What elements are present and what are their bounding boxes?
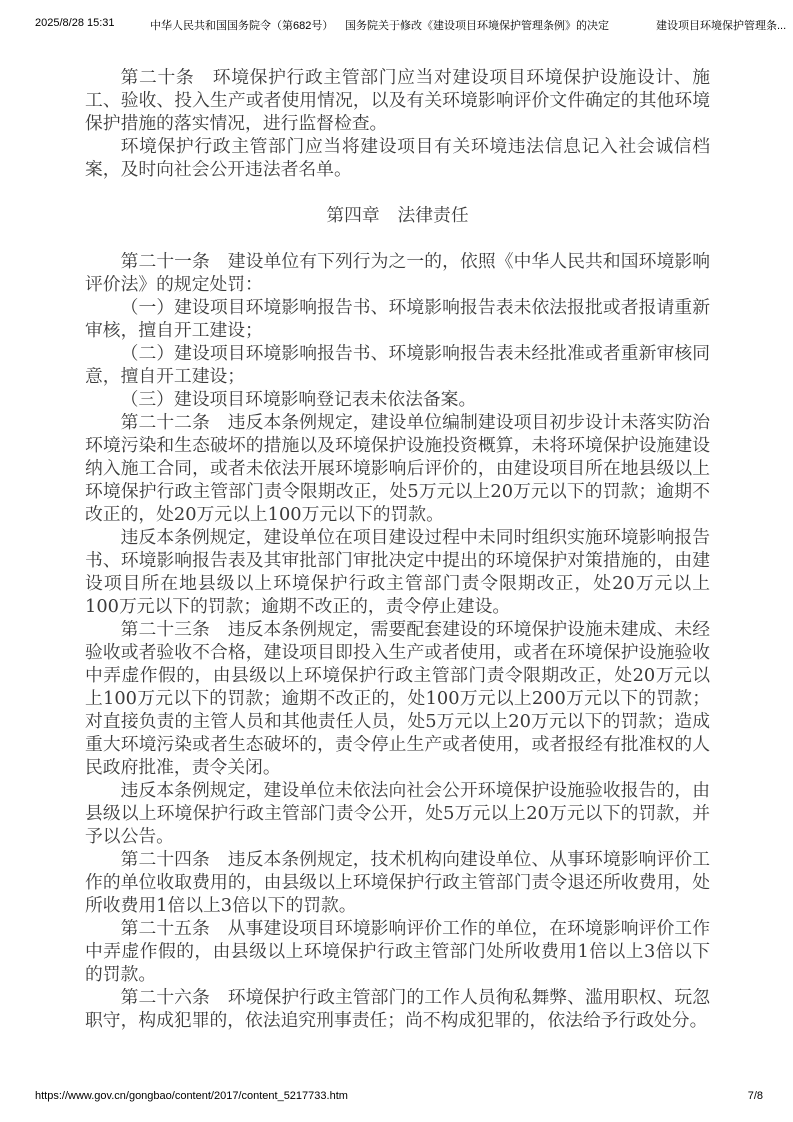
document-paragraph: （二）建设项目环境影响报告书、环境影响报告表未经批准或者重新审核同意，擅自开工建设；: [85, 343, 710, 387]
document-paragraph: 违反本条例规定，建设单位在项目建设过程中未同时组织实施环境影响报告书、环境影响报告表及其审批部门审批决定中提出的环境保护对策措施的，由建设项目所在地县级以上环境保护行政主管部门责令限期改正，处20万元以上100万元以下的罚款；逾期不改正的，责令停止建设。: [85, 527, 710, 617]
print-title-segment-truncated: 建设项目环境保护管理条...: [656, 20, 787, 32]
document-paragraph: 第二十二条 违反本条例规定，建设单位编制建设项目初步设计未落实防治环境污染和生态破坏的措施以及环境保护设施投资概算，未将环境保护设施建设纳入施工合同，或者未依法开展环境影响后评价的，由建设项目所在地县级以上环境保护行政主管部门责令限期改正，处5万元以上20万元以下的罚款；逾期不改正的，处20万元以上100万元以下的罚款。: [85, 412, 710, 525]
print-datetime: 2025/8/28 15:31: [35, 17, 115, 29]
document-paragraph: 第二十四条 违反本条例规定，技术机构向建设单位、从事环境影响评价工作的单位收取费用的，由县级以上环境保护行政主管部门责令退还所收费用，处所收费用1倍以上3倍以下的罚款。: [85, 849, 710, 916]
section-after-chapter: [85, 250, 710, 1032]
document-paragraph: 第二十条 环境保护行政主管部门应当对建设项目环境保护设施设计、施工、验收、投入生产或者使用情况，以及有关环境影响评价文件确定的其他环境保护措施的落实情况，进行监督检查。: [85, 67, 710, 134]
document-paragraph: 第二十三条 违反本条例规定，需要配套建设的环境保护设施未建成、未经验收或者验收不合格，建设项目即投入生产或者使用，或者在环境保护设施验收中弄虚作假的，由县级以上环境保护行政主管部门责令限期改正，处20万元以上100万元以下的罚款；逾期不改正的，处100万元以上200万元以下的罚款；对直接负责的主管人员和其他责任人员，处5万元以上20万元以下的罚款；造成重大环境污染或者生态破坏的，责令停止生产或者使用，或者报经有批准权的人民政府批准，责令关闭。: [85, 619, 710, 778]
print-title-segment-decision: 国务院关于修改《建设项目环境保护管理条例》的决定: [345, 20, 609, 32]
document-paragraph: 第二十一条 建设单位有下列行为之一的，依照《中华人民共和国环境影响评价法》的规定处罚：: [85, 251, 710, 295]
document-paragraph: 第二十六条 环境保护行政主管部门的工作人员徇私舞弊、滥用职权、玩忽职守，构成犯罪的，依法追究刑事责任；尚不构成犯罪的，依法给予行政处分。: [85, 987, 710, 1031]
document-paragraph: （三）建设项目环境影响登记表未依法备案。: [120, 389, 477, 410]
section-before-chapter: [85, 66, 710, 181]
source-url: https://www.gov.cn/gongbao/content/2017/content_5217733.htm: [35, 1090, 348, 1102]
document-paragraph: （一）建设项目环境影响报告书、环境影响报告表未依法报批或者报请重新审核，擅自开工建设；: [85, 297, 710, 341]
document-paragraph: 违反本条例规定，建设单位未依法向社会公开环境保护设施验收报告的，由县级以上环境保护行政主管部门责令公开，处5万元以上20万元以下的罚款，并予以公告。: [85, 780, 710, 847]
document-paragraph: 第二十五条 从事建设项目环境影响评价工作的单位，在环境影响评价工作中弄虚作假的，由县级以上环境保护行政主管部门处所收费用1倍以上3倍以下的罚款。: [85, 918, 710, 985]
print-footer: [0, 1090, 793, 1106]
print-title-segment-decree: 中华人民共和国国务院令（第682号）: [150, 20, 334, 32]
chapter-heading: 第四章 法律责任: [326, 205, 469, 226]
document-paragraph: 环境保护行政主管部门应当将建设项目有关环境违法信息记入社会诚信档案，及时向社会公开违法者名单。: [85, 136, 710, 180]
document-body: [85, 66, 710, 1032]
page-number: 7/8: [747, 1090, 763, 1102]
print-header: [0, 17, 793, 33]
